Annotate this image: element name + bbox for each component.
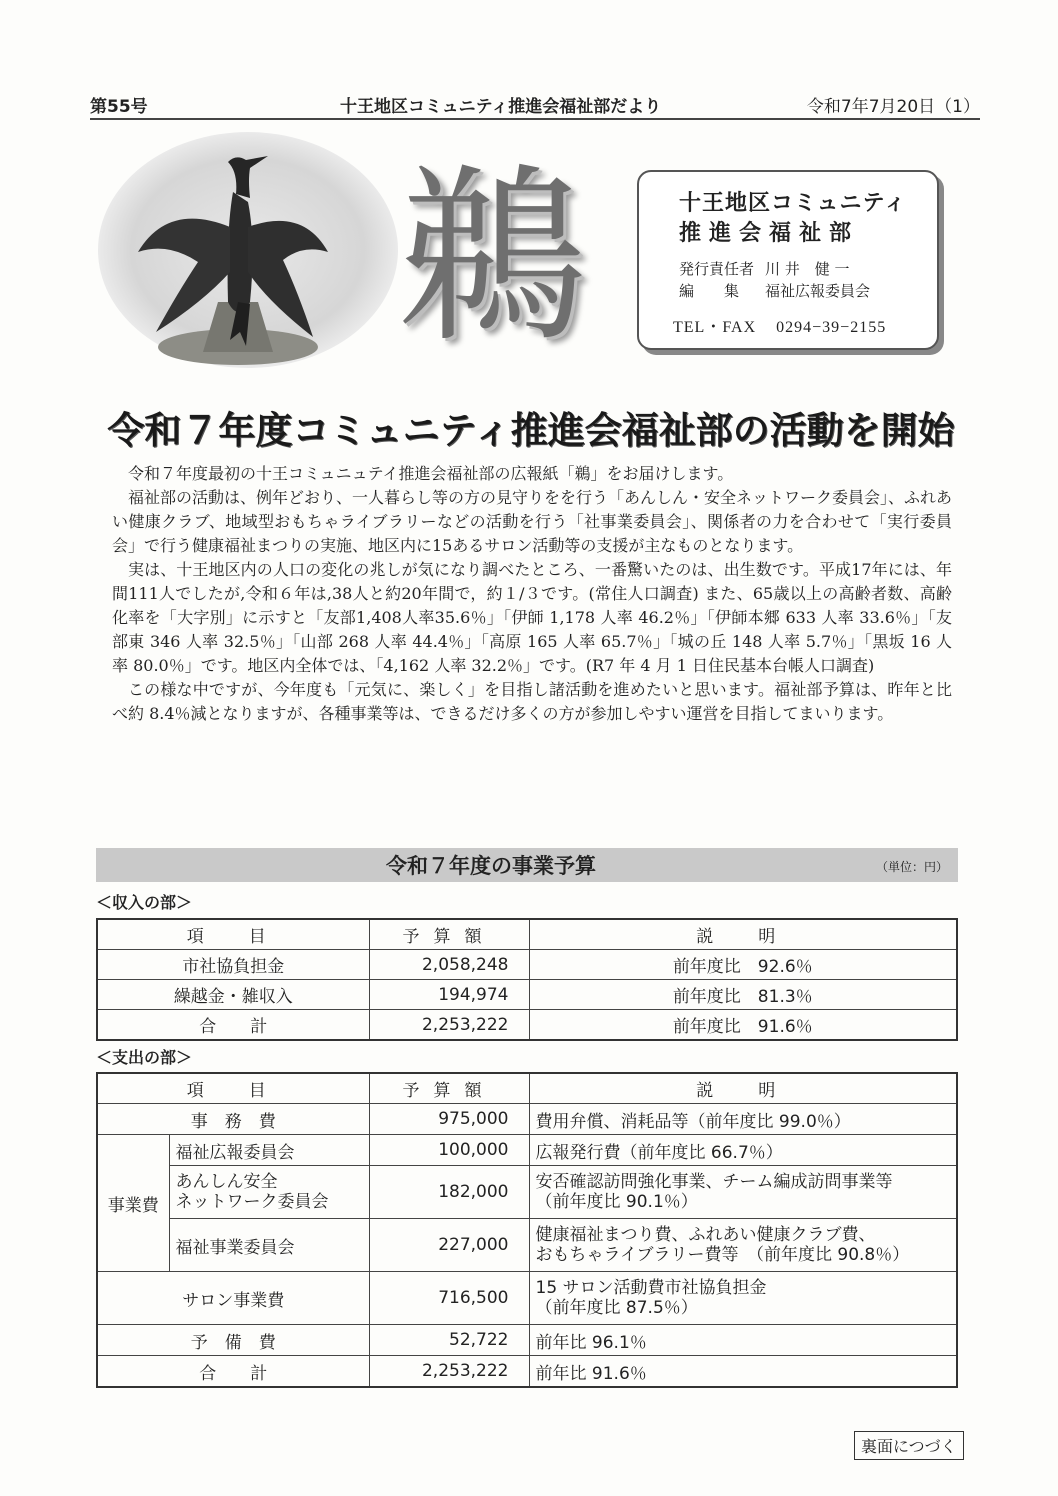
editor-label: 編 集	[679, 282, 740, 300]
expense-amount: 975,000	[369, 1104, 529, 1135]
publication-name: 十王地区コミュニティ推進会福祉部だより	[340, 97, 662, 117]
expense-desc	[529, 1166, 957, 1219]
expense-total-amount: 2,253,222	[369, 1356, 529, 1388]
expense-item	[169, 1166, 369, 1219]
table-row	[97, 980, 957, 1010]
expense-table	[96, 1072, 958, 1388]
expense-amount: 716,500	[369, 1272, 529, 1325]
newsletter-header	[90, 90, 980, 120]
expense-item: 福祉事業委員会	[169, 1219, 369, 1272]
issue-date: 令和7年7月20日（1）	[806, 97, 980, 117]
org-name-line1: 十王地区コミュニティ	[679, 191, 907, 216]
col-amount-header: 予算額	[369, 1073, 529, 1104]
income-table	[96, 918, 958, 1041]
budget-title-band	[96, 848, 958, 882]
issue-number: 第55号	[90, 97, 148, 117]
expense-item: サロン事業費	[97, 1272, 369, 1325]
col-desc-header: 説 明	[529, 919, 957, 950]
budget-unit: （単位：円）	[875, 860, 948, 874]
income-item: 市社協負担金	[97, 950, 369, 980]
article-body	[112, 462, 952, 726]
publisher-name: 川 井 健 一	[765, 260, 850, 278]
table-row	[97, 950, 957, 980]
continued-on-back-note: 裏面につづく	[854, 1431, 964, 1460]
income-section-label: ＜収入の部＞	[96, 893, 193, 912]
expense-amount: 227,000	[369, 1219, 529, 1272]
cormorant-photo	[98, 132, 398, 368]
income-amount: 194,974	[369, 980, 529, 1010]
expense-item: 福祉広報委員会	[169, 1135, 369, 1166]
newsletter-title-kanji: 鵜	[396, 147, 587, 368]
col-item-header: 項 目	[97, 1073, 369, 1104]
paragraph-2: 福祉部の活動は、例年どおり、一人暮らし等の方の見守りをを行う「あんしん・安全ネットワーク委員会」、ふれあい健康クラブ、地域型おもちゃライブラリーなどの活動を行う「社事業委員会」、関係者の力を合わせて「実行委員会」で行う健康福祉まつりの実施、地区内に15あるサロン活動等の支援が主なものとなります。	[112, 488, 953, 555]
expense-total-label: 合 計	[97, 1356, 369, 1388]
publisher-label: 発行責任者	[679, 260, 755, 278]
income-total-desc: 前年度比 91.6％	[529, 1010, 957, 1041]
income-item: 繰越金・雑収入	[97, 980, 369, 1010]
table-row	[97, 1104, 957, 1135]
table-row	[97, 1010, 957, 1041]
expense-desc	[529, 1219, 957, 1272]
tel-fax-row	[673, 314, 886, 337]
expense-desc-line2: （前年度比 90.1％）	[535, 1192, 698, 1212]
editor-row	[679, 280, 871, 301]
expense-total-desc: 前年比 91.6％	[529, 1356, 957, 1388]
paragraph-1: 令和７年度最初の十王コミュニュテイ推進会福祉部の広報紙「鵜」をお届けします。	[128, 464, 734, 483]
income-desc: 前年度比 81.3％	[529, 980, 957, 1010]
expense-desc-line1: 15 サロン活動費市社協負担金	[535, 1278, 767, 1298]
expense-amount: 182,000	[369, 1166, 529, 1219]
expense-amount: 52,722	[369, 1325, 529, 1356]
expense-amount: 100,000	[369, 1135, 529, 1166]
expense-item: 事 務 費	[97, 1104, 369, 1135]
headline: 令和７年度コミュニティ推進会福祉部の活動を開始	[107, 409, 955, 452]
expense-desc: 広報発行費（前年度比 66.7％）	[529, 1135, 957, 1166]
col-desc-header: 説 明	[529, 1073, 957, 1104]
table-header-row	[97, 919, 957, 950]
publisher-info-box	[637, 170, 939, 350]
table-header-row	[97, 1073, 957, 1104]
expense-item: 予 備 費	[97, 1325, 369, 1356]
table-row	[97, 1166, 957, 1219]
col-item-header: 項 目	[97, 919, 369, 950]
expense-desc: 費用弁償、消耗品等（前年度比 99.0％）	[529, 1104, 957, 1135]
expense-item-line1: あんしん安全	[175, 1172, 278, 1192]
paragraph-3: 実は、十王地区内の人口の変化の兆しが気になり調べたところ、一番驚いたのは、出生数です。平成17年には、年間111人でしたが,令和６年は,38人と約20年間で，約１/３です。(常住人口調査) また、65歳以上の高齢者数、高齢化率を「大字別」に示すと「友部1,408人率35.6％」「伊師 1,178 人率 46.2％」「伊師本郷 633 人率 33.6％」「友部東 346 人率 32.5％」「山部 268 人率 44.4％」「高原 165 人率 65.7％」「城の丘 148 人率 5.7％」「黒坂 16 人率 80.0％」です。地区内全体では、「4,162 人率 32.2％」です。(R7 年 4 月 1 日住民基本台帳人口調査)	[112, 560, 952, 675]
expense-desc-line1: 安否確認訪問強化事業、チーム編成訪問事業等	[535, 1172, 893, 1192]
expense-desc: 前年比 96.1％	[529, 1325, 957, 1356]
publisher-row	[679, 258, 850, 279]
table-row	[97, 1356, 957, 1388]
table-row	[97, 1219, 957, 1272]
editor-name: 福祉広報委員会	[765, 282, 871, 300]
tel-label: TEL・FAX	[673, 319, 757, 336]
table-row	[97, 1135, 957, 1166]
cormorant-illustration	[98, 132, 398, 368]
expense-item-line2: ネットワーク委員会	[175, 1192, 329, 1212]
expense-section-label: ＜支出の部＞	[96, 1048, 193, 1067]
income-total-amount: 2,253,222	[369, 1010, 529, 1041]
business-expense-group: 事業費	[97, 1135, 169, 1272]
org-name-line2: 推進会福祉部	[679, 221, 860, 246]
table-row	[97, 1272, 957, 1325]
expense-desc-line2: （前年度比 87.5％）	[535, 1298, 698, 1318]
budget-title: 令和７年度の事業予算	[386, 854, 596, 878]
expense-desc-line2: おもちゃライブラリー費等 （前年度比 90.8％）	[535, 1245, 910, 1265]
col-amount-header: 予算額	[369, 919, 529, 950]
table-row	[97, 1325, 957, 1356]
expense-desc	[529, 1272, 957, 1325]
income-total-label: 合 計	[97, 1010, 369, 1041]
income-desc: 前年度比 92.6％	[529, 950, 957, 980]
expense-desc-line1: 健康福祉まつり費、ふれあい健康クラブ費、	[535, 1225, 876, 1245]
tel-value: 0294−39−2155	[776, 319, 887, 336]
income-amount: 2,058,248	[369, 950, 529, 980]
paragraph-4: この様な中ですが、今年度も「元気に、楽しく」を目指し諸活動を進めたいと思います。福祉部予算は、昨年と比べ約 8.4％減となりますが、各種事業等は、できるだけ多くの方が参加しやすい運営を目指してまいります。	[112, 680, 952, 723]
